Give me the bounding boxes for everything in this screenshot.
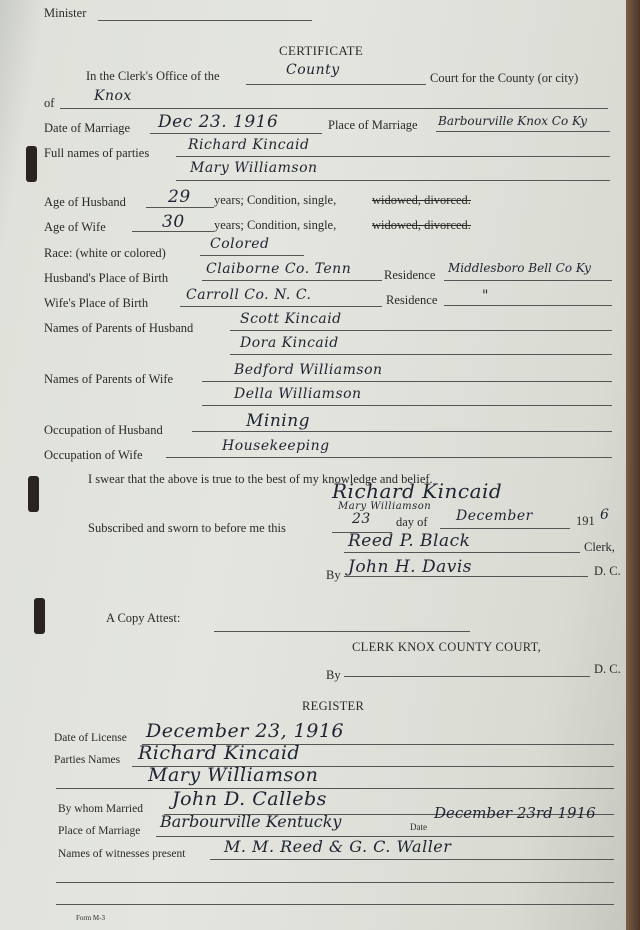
wife-residence-value: "	[482, 288, 489, 304]
of-label: of	[44, 96, 55, 110]
clerk-signature: Reed P. Black	[348, 531, 471, 551]
clerk-office-label: In the Clerk's Office of the	[86, 69, 220, 83]
age-husband-label: Age of Husband	[44, 195, 126, 209]
deputy-signature: John H. Davis	[348, 557, 473, 577]
widowed-divorced-text: widowed, divorced.	[372, 218, 471, 232]
reg-date-label: Date	[410, 822, 427, 832]
reg-witnesses-value: M. M. Reed & G. C. Waller	[224, 837, 452, 856]
witnesses-line-2	[56, 882, 614, 883]
court-type-value: County	[286, 62, 340, 78]
minister-label: Minister	[44, 6, 87, 20]
husband-birth-label: Husband's Place of Birth	[44, 271, 169, 285]
husband-name-value: Richard Kincaid	[188, 137, 310, 153]
occ-wife-value: Housekeeping	[222, 438, 330, 454]
reg-place-value: Barbourville Kentucky	[160, 812, 342, 831]
form-number: Form M-3	[76, 914, 105, 922]
year-prefix: 191	[576, 514, 595, 528]
date-marriage-value: Dec 23. 1916	[158, 112, 279, 132]
wife-birth-label: Wife's Place of Birth	[44, 296, 149, 310]
attest-by-line	[344, 676, 590, 677]
certificate-title: CERTIFICATE	[279, 43, 364, 58]
race-value: Colored	[210, 236, 270, 252]
county-line	[60, 108, 608, 109]
occ-husband-value: Mining	[246, 411, 311, 431]
sworn-month-line	[440, 528, 570, 529]
copy-attest-label: A Copy Attest:	[106, 611, 181, 625]
mother-husband-line	[230, 354, 612, 355]
widowed-divorced-text: widowed, divorced.	[372, 193, 471, 207]
by-label: By	[326, 668, 341, 682]
husband-residence-value: Middlesboro Bell Co Ky	[448, 261, 591, 275]
place-marriage-line	[436, 131, 610, 132]
mother-wife-line	[202, 405, 612, 406]
father-wife-line	[202, 381, 612, 382]
sworn-day-value: 23	[352, 511, 371, 527]
place-marriage-value: Barbourville Knox Co Ky	[438, 114, 587, 128]
husband-residence-line	[444, 280, 612, 281]
reg-party1-value: Richard Kincaid	[138, 742, 301, 764]
husband-signature: Richard Kincaid	[332, 479, 503, 503]
wife-birth-value: Carroll Co. N. C.	[186, 287, 312, 303]
husband-birth-value: Claiborne Co. Tenn	[206, 261, 352, 277]
reg-place-label: Place of Marriage	[58, 825, 141, 837]
date-marriage-label: Date of Marriage	[44, 121, 131, 135]
husband-birth-line	[202, 280, 382, 281]
age-husband-value: 29	[168, 187, 191, 207]
swear-text: I swear that the above is true to the best of my knowledge and belief.	[88, 472, 433, 486]
register-title: REGISTER	[302, 699, 365, 713]
reg-party2-value: Mary Williamson	[148, 764, 319, 786]
wife-residence-line	[444, 305, 612, 306]
condition-label: years; Condition, single,	[214, 218, 337, 232]
husband-residence-label: Residence	[384, 268, 436, 282]
mother-husband-value: Dora Kincaid	[240, 335, 339, 351]
witnesses-line-3	[56, 904, 614, 905]
occ-wife-line	[166, 457, 612, 458]
age-wife-value: 30	[162, 212, 185, 232]
subscribed-label: Subscribed and sworn to before me this	[88, 521, 286, 535]
minister-line	[98, 20, 312, 21]
race-label: Race: (white or colored)	[44, 246, 166, 260]
age-husband-line	[146, 207, 214, 208]
sworn-year-value: 6	[600, 507, 610, 523]
by-whom-label: By whom Married	[58, 803, 143, 815]
witnesses-line	[210, 859, 614, 860]
place-marriage-label: Place of Marriage	[328, 118, 418, 132]
race-line	[200, 255, 304, 256]
occ-husband-label: Occupation of Husband	[44, 423, 163, 437]
dc-label: D. C.	[594, 662, 621, 676]
condition-label: years; Condition, single,	[214, 193, 337, 207]
reg-date-license-value: December 23, 1916	[146, 720, 345, 742]
binder-hole	[34, 598, 45, 634]
wife-signature: Mary Williamson	[338, 501, 432, 512]
wife-birth-line	[180, 306, 382, 307]
day-of-label: day of	[396, 515, 428, 529]
date-license-label: Date of License	[54, 732, 127, 744]
clerk-label: Clerk,	[584, 540, 615, 554]
parties-names-label: Parties Names	[54, 754, 121, 766]
husband-name-line	[176, 156, 610, 157]
full-names-label: Full names of parties	[44, 146, 150, 160]
occ-wife-label: Occupation of Wife	[44, 448, 143, 462]
sworn-month-value: December	[456, 508, 533, 524]
court-type-line	[246, 84, 426, 85]
date-marriage-line	[150, 133, 322, 134]
binder-hole	[28, 476, 39, 512]
mother-wife-value: Della Williamson	[234, 386, 362, 402]
father-wife-value: Bedford Williamson	[234, 362, 383, 378]
reg-date-value: December 23rd 1916	[434, 804, 596, 822]
clerk-court-title: CLERK KNOX COUNTY COURT,	[352, 640, 542, 654]
wife-name-line	[176, 180, 610, 181]
county-value: Knox	[94, 88, 132, 104]
clerk-sign-line	[344, 552, 580, 553]
court-label: Court for the County (or city)	[430, 71, 579, 85]
binder-hole	[26, 146, 37, 182]
by-label: By	[326, 568, 341, 582]
witnesses-label: Names of witnesses present	[58, 848, 186, 860]
occ-husband-line	[192, 431, 612, 432]
wife-residence-label: Residence	[386, 293, 438, 307]
parents-husband-label: Names of Parents of Husband	[44, 321, 194, 335]
father-husband-value: Scott Kincaid	[240, 311, 342, 327]
parents-wife-label: Names of Parents of Wife	[44, 372, 174, 386]
father-husband-line	[230, 330, 612, 331]
dc-label: D. C.	[594, 564, 621, 578]
wife-name-value: Mary Williamson	[190, 160, 318, 176]
binder-edge	[626, 0, 640, 930]
party2-line	[56, 788, 614, 789]
copy-attest-line	[214, 631, 470, 632]
reg-by-whom-value: John D. Callebs	[172, 788, 327, 810]
age-wife-label: Age of Wife	[44, 220, 106, 234]
